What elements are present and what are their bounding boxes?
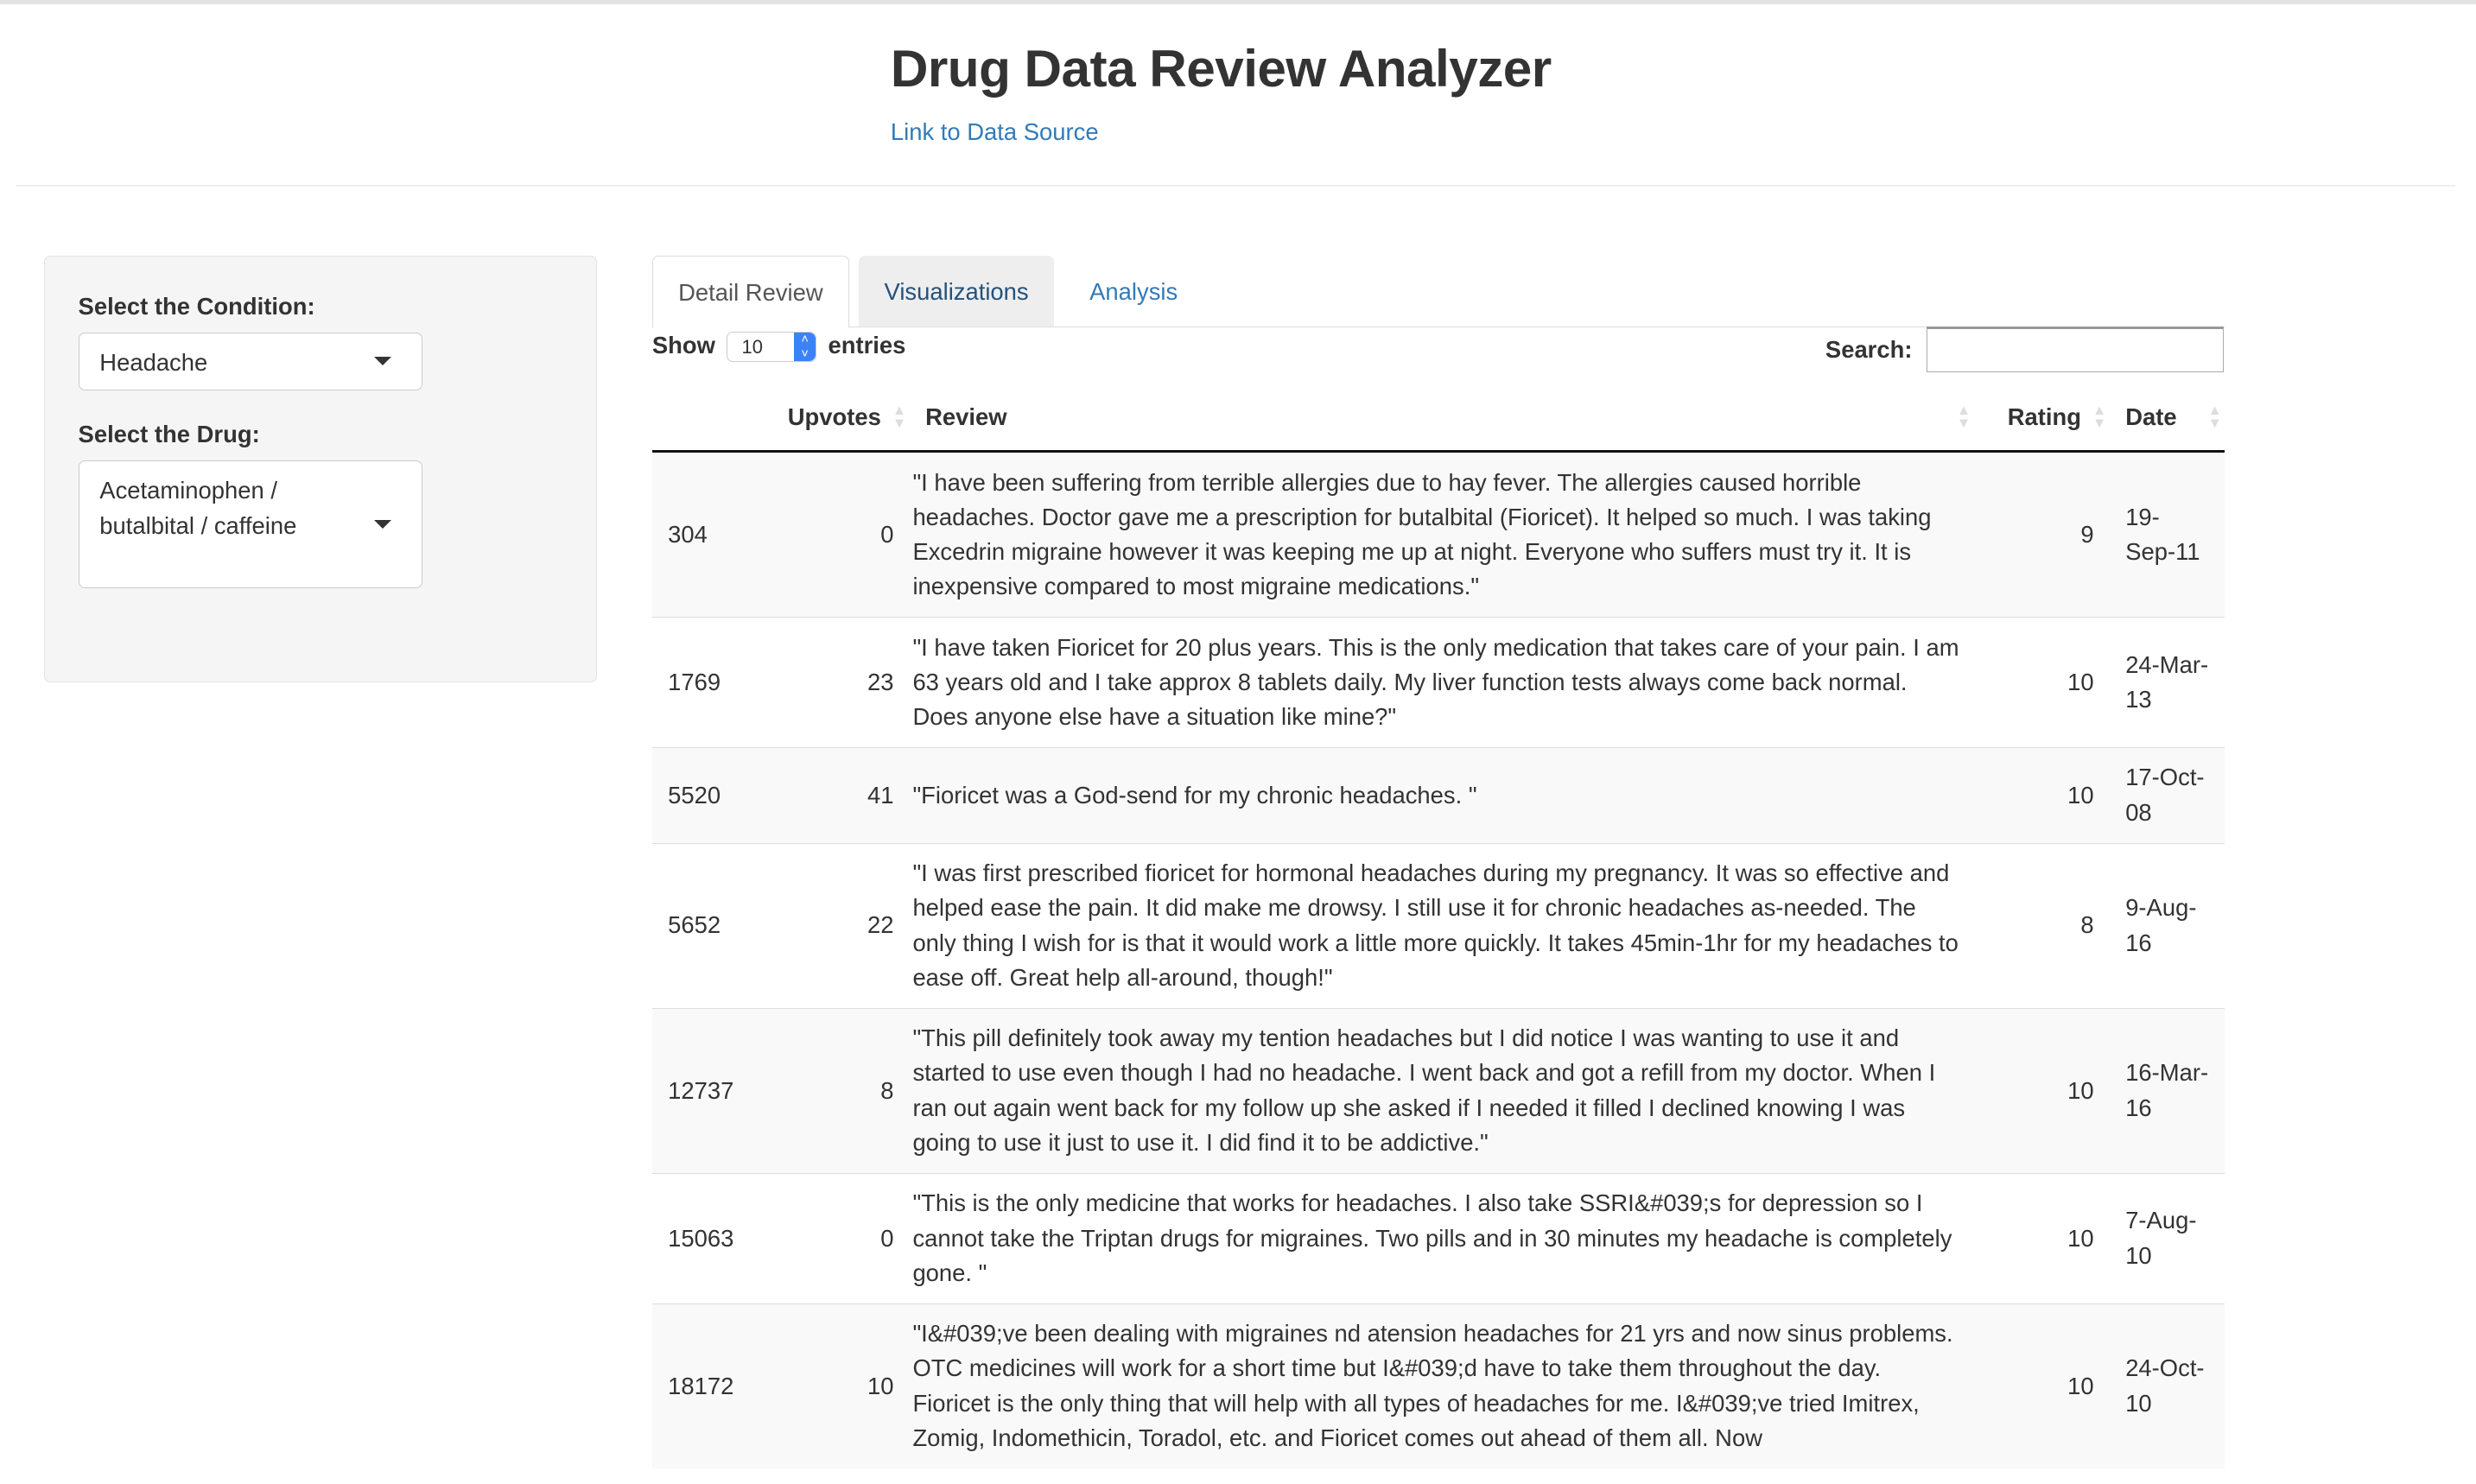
- search-input[interactable]: [1927, 327, 2224, 372]
- chevron-down-icon: [374, 520, 391, 529]
- sidebar-panel: [44, 256, 597, 682]
- length-control: [652, 332, 906, 362]
- upvotes-cell: 0: [765, 451, 909, 617]
- condition-select[interactable]: [79, 333, 422, 391]
- upvotes-cell: 41: [765, 747, 909, 843]
- review-text-cell: "This is the only medicine that works for headaches. I also take SSRI&#039;s for depression so I cannot take the Triptan drugs for migraines. Two pills and in 30 minutes my headache is completely gone. ": [910, 1173, 1974, 1303]
- date-cell: 9-Aug-16: [2110, 843, 2225, 1008]
- page-title: Drug Data Review Analyzer: [890, 38, 1552, 98]
- date-cell: 24-Oct-10: [2110, 1303, 2225, 1468]
- row-id-cell: 15063: [652, 1173, 766, 1303]
- entries-label: entries: [828, 331, 906, 358]
- sort-icon[interactable]: ▲ ▼: [2092, 402, 2107, 431]
- rating-cell: 10: [1974, 1173, 2110, 1303]
- column-label: Rating: [2007, 403, 2082, 430]
- stepper-icon: ˄ ˅: [794, 333, 816, 361]
- row-id-cell: 18172: [652, 1303, 766, 1468]
- chevron-down-icon: [374, 357, 391, 365]
- table-row[interactable]: [652, 451, 2225, 617]
- review-text-cell: "Fioricet was a God-send for my chronic headaches. ": [910, 747, 1974, 843]
- top-border: [0, 0, 2476, 4]
- row-id-cell: 304: [652, 451, 766, 617]
- table-row[interactable]: [652, 1303, 2225, 1468]
- date-cell: 24-Mar-13: [2110, 618, 2225, 748]
- table-row[interactable]: [652, 1008, 2225, 1173]
- date-cell: 16-Mar-16: [2110, 1008, 2225, 1173]
- condition-label: Select the Condition:: [78, 293, 315, 320]
- rating-cell: 10: [1974, 618, 2110, 748]
- row-id-cell: 1769: [652, 618, 766, 748]
- show-label: Show: [651, 331, 715, 358]
- row-id-cell: 5652: [652, 843, 766, 1008]
- entries-value: 10: [741, 335, 763, 358]
- entries-select[interactable]: [727, 332, 816, 362]
- column-header-index[interactable]: [652, 384, 766, 451]
- sort-icon[interactable]: ▲ ▼: [892, 402, 907, 431]
- row-id-cell: 5520: [652, 747, 766, 843]
- drug-label: Select the Drug:: [78, 421, 260, 448]
- rating-cell: 8: [1974, 843, 2110, 1008]
- column-header-rating[interactable]: [1974, 384, 2110, 451]
- column-label: Review: [925, 403, 1007, 430]
- upvotes-cell: 8: [765, 1008, 909, 1173]
- sort-icon[interactable]: ▲ ▼: [2207, 402, 2222, 431]
- reviews-table: [652, 384, 2225, 1468]
- date-cell: 17-Oct-08: [2110, 747, 2225, 843]
- sort-icon[interactable]: ▲ ▼: [1956, 402, 1971, 431]
- review-text-cell: "I was first prescribed fioricet for hormonal headaches during my pregnancy. It was so effective and helped ease the pain. It did make me drowsy. I still use it for chronic headaches as-needed. The only thing I wish for is that it would work a little more quickly. It takes 45min-1hr for my headaches to ease off. Great help all-around, though!": [910, 843, 1974, 1008]
- column-header-upvotes[interactable]: [765, 384, 909, 451]
- row-id-cell: 12737: [652, 1008, 766, 1173]
- tab-visualizations[interactable]: Visualizations: [859, 256, 1054, 327]
- date-cell: 19-Sep-11: [2110, 451, 2225, 617]
- table-row[interactable]: [652, 1173, 2225, 1303]
- tab-bar: [652, 256, 2225, 327]
- date-cell: 7-Aug-10: [2110, 1173, 2225, 1303]
- drug-select[interactable]: [79, 460, 422, 588]
- condition-value: Headache: [99, 349, 208, 377]
- review-text-cell: "I have been suffering from terrible allergies due to hay fever. The allergies caused horrible headaches. Doctor gave me a prescription for butalbital (Fioricet). It helped so much. I was taking Excedrin migraine however it was keeping me up at night. Everyone who suffers must try it. It is inexpensive compared to most migraine medications.": [910, 451, 1974, 617]
- review-text-cell: "I have taken Fioricet for 20 plus years. This is the only medication that takes care of your pain. I am 63 years old and I take approx 8 tablets daily. My liver function tests always come back normal. Does anyone else have a situation like mine?": [910, 618, 1974, 748]
- upvotes-cell: 23: [765, 618, 909, 748]
- rating-cell: 10: [1974, 1008, 2110, 1173]
- tab-analysis[interactable]: Analysis: [1089, 277, 1178, 305]
- table-row[interactable]: [652, 747, 2225, 843]
- review-text-cell: "I&#039;ve been dealing with migraines nd atension headaches for 21 yrs and now sinus problems. OTC medicines will work for a short time but I&#039;d have to take them throughout the day. Fioricet is the only thing that will help with all types of headaches for me. I&#039;ve tried Imitrex, Zomig, Indomethicin, Toradol, etc. and Fioricet comes out ahead of them all. Now: [910, 1303, 1974, 1468]
- column-label: Upvotes: [787, 403, 881, 430]
- tab-detail-review[interactable]: Detail Review: [652, 256, 849, 328]
- upvotes-cell: 10: [765, 1303, 909, 1468]
- rating-cell: 10: [1974, 1303, 2110, 1468]
- upvotes-cell: 22: [765, 843, 909, 1008]
- upvotes-cell: 0: [765, 1173, 909, 1303]
- rating-cell: 9: [1974, 451, 2110, 617]
- divider: [16, 185, 2455, 187]
- data-source-link[interactable]: Link to Data Source: [890, 118, 1099, 146]
- column-header-review[interactable]: [910, 384, 1974, 451]
- review-text-cell: "This pill definitely took away my tention headaches but I did notice I was wanting to use it and started to use even though I had no headache. I went back and got a refill from my doctor. When I ran out again went back for my follow up she asked if I needed it filled I declined knowing I was going to use it just to use it. I did find it to be addictive.": [910, 1008, 1974, 1173]
- table-row[interactable]: [652, 618, 2225, 748]
- column-label: Date: [2125, 403, 2177, 430]
- drug-value: Acetaminophen / butalbital / caffeine: [99, 477, 297, 539]
- table-row[interactable]: [652, 843, 2225, 1008]
- rating-cell: 10: [1974, 747, 2110, 843]
- search-label: Search:: [1825, 336, 1913, 364]
- column-header-date[interactable]: [2110, 384, 2225, 451]
